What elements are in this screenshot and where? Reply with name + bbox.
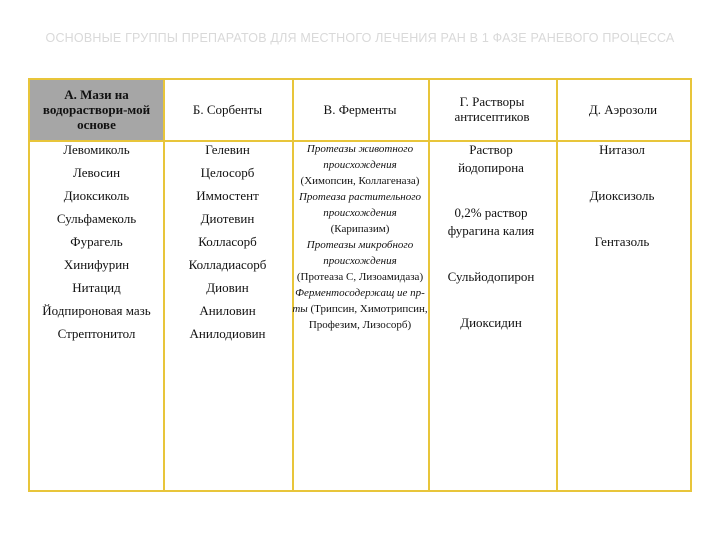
list-item: Иммостент xyxy=(196,188,259,203)
enzymes-column xyxy=(292,141,428,333)
list-item: Левосин xyxy=(72,165,121,180)
enzyme-mix-label: Ферментосодержащ ие пр-ты xyxy=(292,287,425,315)
list-item: Фурагель xyxy=(70,234,123,249)
enzyme-items-plant: (Карипазим) xyxy=(330,223,390,235)
header-enzymes: В. Ферменты xyxy=(323,101,397,117)
header-antiseptics: Г. Растворы антисептиков xyxy=(454,94,530,124)
header-ointments: А. Мази на водораствори-мой основе xyxy=(42,86,151,132)
list-item: Гентазоль xyxy=(594,234,650,249)
list-item: Целосорб xyxy=(200,165,255,180)
list-item: Сульфамеколь xyxy=(56,211,137,226)
list-item: Стрептонитол xyxy=(57,326,136,341)
list-item: Нитацид xyxy=(72,280,121,295)
list-item: Диотевин xyxy=(200,211,255,226)
list-item: Хинифурин xyxy=(63,257,130,272)
slide-title: ОСНОВНЫЕ ГРУППЫ ПРЕПАРАТОВ ДЛЯ МЕСТНОГО ЛЕЧЕНИЯ РАН В 1 ФАЗЕ РАНЕВОГО ПРОЦЕССА xyxy=(45,31,675,45)
list-item: Диовин xyxy=(206,280,249,295)
header-sorbents: Б. Сорбенты xyxy=(192,101,263,117)
enzyme-group-animal: Протеазы животного происхождения xyxy=(306,143,414,171)
enzyme-group-plant: Протеаза растительного происхождения xyxy=(298,191,422,219)
list-item: Анилодиовин xyxy=(189,326,266,341)
enzyme-group-microbial: Протеазы микробного происхождения xyxy=(306,239,414,267)
aerosols-column xyxy=(556,141,688,251)
list-item: Диоксидин xyxy=(460,315,522,330)
list-item: Йодпироновая мазь xyxy=(42,303,151,318)
enzyme-items-animal: (Химопсин, Коллагеназа) xyxy=(300,175,420,187)
enzyme-group-mix xyxy=(292,285,428,333)
enzyme-items-mix: (Трипсин, Химотрипсин, Профезим, Лизосорб) xyxy=(308,303,428,331)
antiseptics-column xyxy=(428,141,554,332)
list-item: Гелевин xyxy=(205,142,250,157)
sorbents-column xyxy=(163,138,292,345)
enzyme-items-microbial: (Протеаза С, Лизоамидаза) xyxy=(296,271,424,283)
list-item: Колладиасорб xyxy=(188,257,267,272)
list-item: Раствор йодопирона xyxy=(458,142,524,175)
list-item: 0,2% раствор фурагина калия xyxy=(447,205,535,238)
list-item: Нитазол xyxy=(599,142,645,157)
list-item: Диоксиколь xyxy=(63,188,130,203)
list-item: Сульйодопирон xyxy=(447,269,535,284)
list-item: Колласорб xyxy=(198,234,257,249)
ointments-column xyxy=(30,138,163,345)
list-item: Левомиколь xyxy=(63,142,130,157)
header-aerosols: Д. Аэрозоли xyxy=(588,101,658,117)
list-item: Аниловин xyxy=(199,303,256,318)
list-item: Диоксизоль xyxy=(589,188,655,203)
